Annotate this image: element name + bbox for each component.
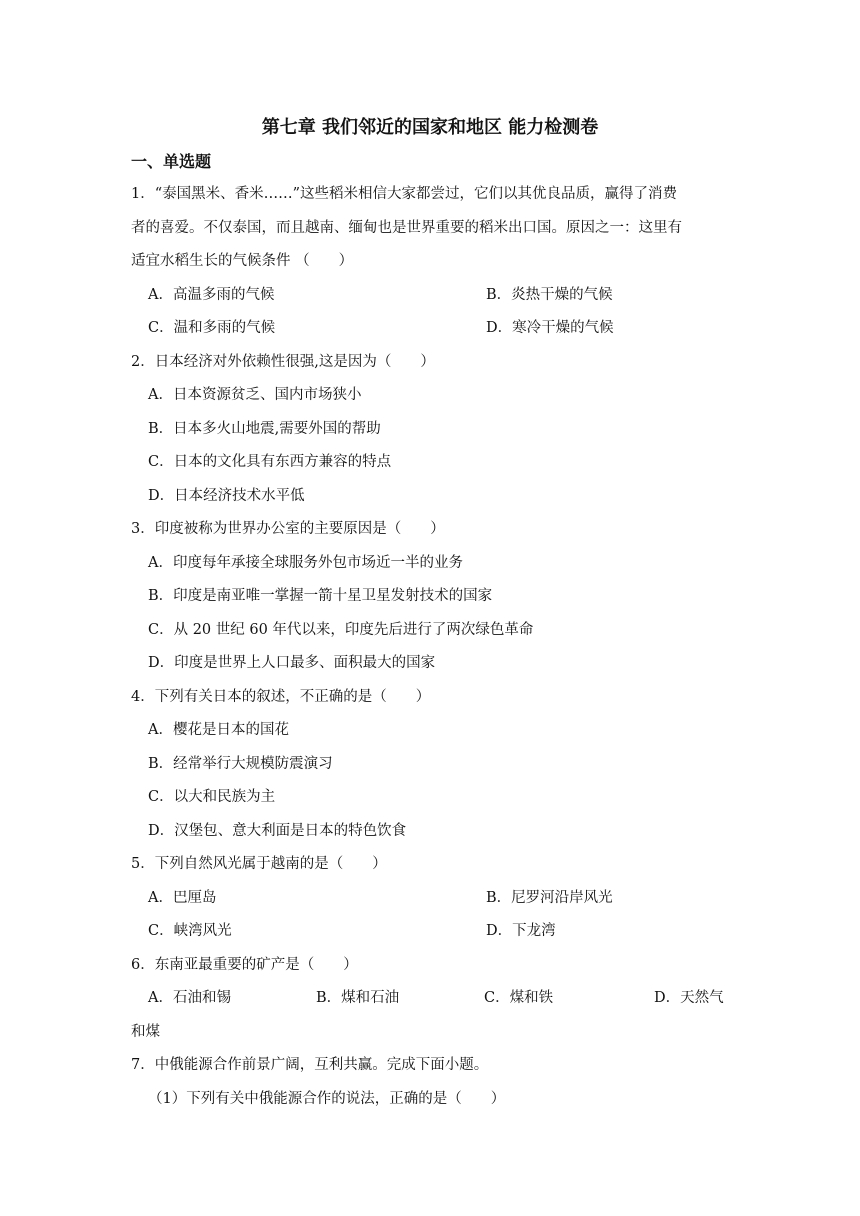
option-row xyxy=(131,915,731,949)
option-b: B．炎热干燥的气候 xyxy=(486,286,613,303)
question-list xyxy=(131,178,731,1116)
question-3 xyxy=(131,513,731,681)
question-stem: 3．印度被称为世界办公室的主要原因是（ ） xyxy=(131,521,445,537)
question-2 xyxy=(131,346,731,514)
option-d: D．日本经济技术水平低 xyxy=(148,487,305,504)
question-stem: 5．下列自然风光属于越南的是（ ） xyxy=(131,856,387,872)
option-c: C．以大和民族为主 xyxy=(148,789,276,805)
question-stem: 4．下列有关日本的叙述，不正确的是（ ） xyxy=(131,688,431,705)
option-d: D．寒冷干燥的气候 xyxy=(486,320,614,336)
option-c: C．峡湾风光 xyxy=(148,923,232,939)
option-a: A．日本资源贫乏、国内市场狭小 xyxy=(148,387,362,403)
question-7 xyxy=(131,1049,731,1116)
option-row xyxy=(131,279,731,313)
question-4 xyxy=(131,681,731,849)
option-a: A．石油和锡 xyxy=(148,990,231,1006)
option-row xyxy=(131,882,731,916)
option-d: D．天然气 xyxy=(654,990,724,1006)
option-c: C．从 20 世纪 60 年代以来，印度先后进行了两次绿色革命 xyxy=(148,621,534,638)
option-b: B．日本多火山地震,需要外国的帮助 xyxy=(148,420,381,437)
option-d-wrap: 和煤 xyxy=(131,1023,160,1040)
option-d: D．汉堡包、意大利面是日本的特色饮食 xyxy=(148,822,407,839)
option-a: A．樱花是日本的国花 xyxy=(148,722,289,738)
question-stem: 适宜水稻生长的气候条件 （ ） xyxy=(131,253,354,269)
option-d: D．印度是世界上人口最多、面积最大的国家 xyxy=(148,655,436,671)
sub-question-1: （1）下列有关中俄能源合作的说法，正确的是（ ） xyxy=(148,1090,506,1107)
option-b: B．尼罗河沿岸风光 xyxy=(486,889,613,906)
question-1 xyxy=(131,178,731,346)
question-stem: 2．日本经济对外依赖性很强,这是因为（ ） xyxy=(131,353,435,370)
option-b: B．经常举行大规模防震演习 xyxy=(148,755,333,772)
page-title: 第七章 我们邻近的国家和地区 能力检测卷 xyxy=(261,117,599,138)
option-b: B．印度是南亚唯一掌握一箭十星卫星发射技术的国家 xyxy=(148,588,493,604)
question-stem: 者的喜爱。不仅泰国，而且越南、缅甸也是世界重要的稻米出口国。原因之一：这里有 xyxy=(131,219,682,236)
option-c: C．温和多雨的气候 xyxy=(148,320,276,336)
option-c: C．日本的文化具有东西方兼容的特点 xyxy=(148,454,392,470)
option-c: C．煤和铁 xyxy=(484,990,554,1006)
option-row xyxy=(131,312,731,346)
question-stem: 6．东南亚最重要的矿产是（ ） xyxy=(131,956,358,973)
question-6 xyxy=(131,949,731,1050)
option-b: B．煤和石油 xyxy=(316,990,400,1006)
option-d: D．下龙湾 xyxy=(486,923,556,939)
option-row xyxy=(131,982,731,1016)
question-stem: 1．“泰国黑米、香米……”这些稻米相信大家都尝过，它们以其优良品质，赢得了消费 xyxy=(131,186,678,202)
section-heading: 一、单选题 xyxy=(131,152,212,171)
option-a: A．印度每年承接全球服务外包市场近一半的业务 xyxy=(148,554,463,571)
question-stem: 7．中俄能源合作前景广阔，互利共赢。完成下面小题。 xyxy=(131,1057,489,1073)
question-5 xyxy=(131,848,731,949)
option-a: A．巴厘岛 xyxy=(148,889,217,906)
option-a: A．高温多雨的气候 xyxy=(148,286,275,303)
